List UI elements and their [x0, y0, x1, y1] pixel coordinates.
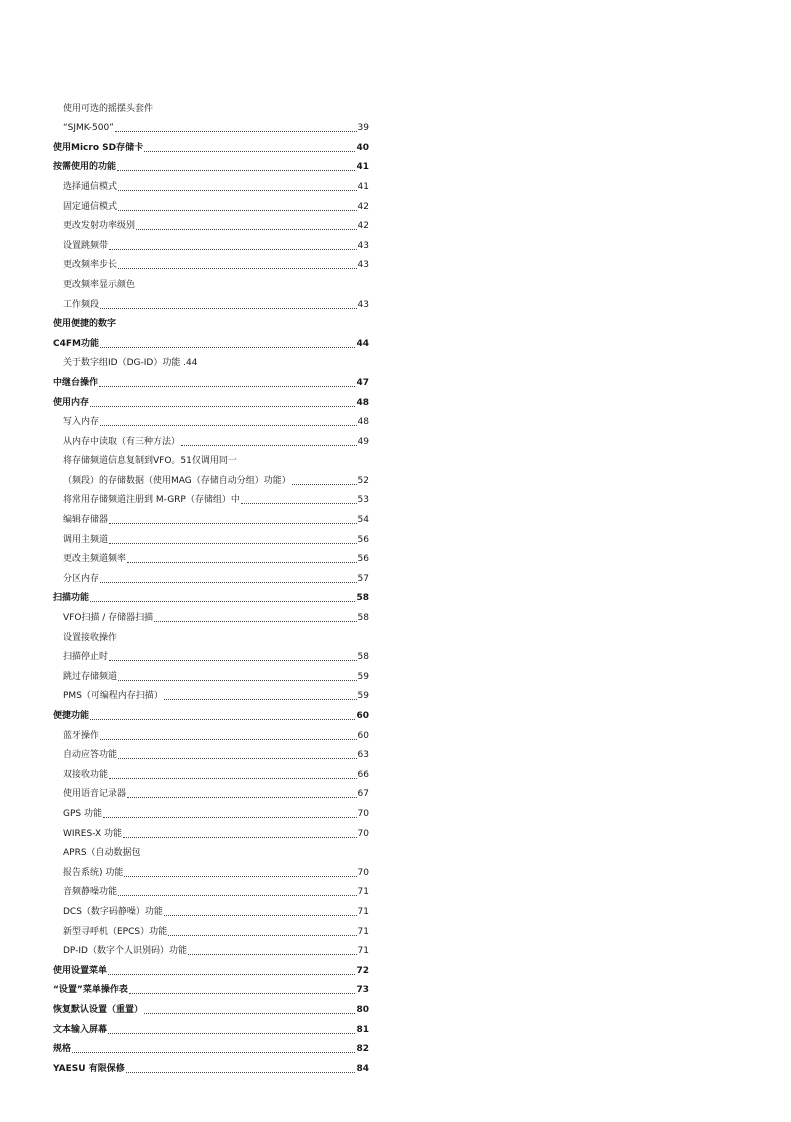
- toc-leader-dots: [100, 425, 357, 426]
- toc-page-number: 73: [356, 985, 369, 996]
- toc-subsection-entry[interactable]: [53, 644, 369, 664]
- toc-entry-title: 使用可选的摇摆头套件: [63, 103, 154, 114]
- toc-leader-dots: [129, 993, 356, 994]
- toc-section-entry[interactable]: [53, 1055, 369, 1075]
- toc-page-number: 53: [357, 495, 369, 506]
- toc-page-number: 57: [357, 573, 369, 584]
- toc-subsection-entry[interactable]: [53, 800, 369, 820]
- toc-leader-dots: [181, 445, 357, 446]
- toc-subsection-entry[interactable]: [53, 115, 369, 135]
- toc-entry-title: （频段）的存储数据（使用MAG（存储自动分组）功能）: [63, 475, 291, 486]
- toc-subsection-entry[interactable]: [53, 859, 369, 879]
- table-of-contents: [53, 95, 369, 1075]
- toc-subsection-entry[interactable]: [53, 252, 369, 272]
- toc-page-number: 42: [357, 221, 369, 232]
- toc-subsection-entry[interactable]: [53, 291, 369, 311]
- toc-entry-title: 更改频率步长: [63, 260, 118, 271]
- toc-subsection-entry[interactable]: [53, 938, 369, 958]
- toc-page-number: 56: [357, 554, 369, 565]
- toc-leader-dots: [154, 621, 356, 622]
- toc-subsection-entry[interactable]: [53, 448, 369, 468]
- toc-page-number: 63: [357, 750, 369, 761]
- toc-entry-title: “SJMK-500”: [63, 123, 114, 134]
- toc-leader-dots: [144, 151, 355, 152]
- toc-entry-title: 更改主频道频率: [63, 554, 127, 565]
- toc-page-number: 84: [356, 1063, 369, 1074]
- toc-leader-dots: [100, 582, 357, 583]
- toc-leader-dots: [123, 837, 357, 838]
- toc-entry-title: 恢复默认设置（重置）: [53, 1004, 144, 1015]
- toc-page-number: 41: [357, 181, 369, 192]
- toc-leader-dots: [292, 484, 357, 485]
- toc-page-number: 60: [356, 711, 369, 721]
- toc-leader-dots: [99, 386, 355, 387]
- toc-page-number: 44: [356, 338, 369, 349]
- toc-page-number: 58: [357, 613, 369, 624]
- toc-section-entry[interactable]: [53, 1036, 369, 1056]
- toc-page-number: 71: [357, 887, 369, 898]
- toc-page-number: 58: [356, 593, 369, 604]
- toc-leader-dots: [127, 562, 357, 563]
- toc-entry-title: 扫描停止时: [63, 652, 109, 663]
- toc-leader-dots: [100, 308, 357, 309]
- toc-page-number: 54: [357, 515, 369, 526]
- toc-entry-title: 选择通信模式: [63, 181, 118, 192]
- toc-entry-title: 便捷功能: [53, 711, 90, 721]
- toc-subsection-entry[interactable]: [53, 683, 369, 703]
- toc-entry-title: 分区内存: [63, 573, 100, 584]
- toc-leader-dots: [100, 739, 357, 740]
- toc-entry-title: APRS（自动数据包: [63, 848, 141, 859]
- toc-entry-title: C4FM功能: [53, 338, 99, 349]
- toc-leader-dots: [118, 268, 357, 269]
- toc-page-number: 58: [357, 652, 369, 663]
- toc-leader-dots: [108, 974, 355, 975]
- toc-entry-title: GPS 功能: [63, 808, 102, 819]
- toc-section-entry[interactable]: [53, 311, 369, 331]
- toc-subsection-entry[interactable]: [53, 350, 369, 370]
- toc-leader-dots: [168, 935, 356, 936]
- toc-page-number: 71: [357, 906, 369, 917]
- toc-leader-dots: [109, 249, 357, 250]
- toc-entry-title: 报告系统) 功能: [63, 867, 124, 878]
- toc-entry-title: 跳过存储频道: [63, 671, 118, 682]
- toc-subsection-entry[interactable]: [53, 409, 369, 429]
- toc-entry-title: 新型寻呼机（EPCS）功能: [63, 926, 168, 937]
- toc-entry-title: 编辑存储器: [63, 515, 109, 526]
- toc-leader-dots: [72, 1052, 355, 1053]
- toc-entry-title: 设置跳频带: [63, 240, 109, 251]
- toc-section-entry[interactable]: [53, 977, 369, 997]
- toc-entry-title: 设置接收操作: [63, 632, 118, 643]
- toc-subsection-entry[interactable]: [53, 604, 369, 624]
- toc-entry-title: VFO扫描 / 存储器扫描: [63, 613, 154, 624]
- toc-leader-dots: [188, 954, 357, 955]
- toc-subsection-entry[interactable]: [53, 918, 369, 938]
- toc-page-number: 70: [357, 828, 369, 839]
- toc-section-entry[interactable]: [53, 996, 369, 1016]
- toc-section-entry[interactable]: [53, 702, 369, 722]
- toc-entry-title: 从内存中读取（有三种方法）: [63, 436, 181, 447]
- toc-entry-title: 音频静噪功能: [63, 887, 118, 898]
- toc-entry-title: 自动应答功能: [63, 750, 118, 761]
- toc-entry-title: 更改频率显示颜色: [63, 279, 136, 290]
- toc-leader-dots: [90, 719, 355, 720]
- toc-subsection-entry[interactable]: [53, 193, 369, 213]
- toc-page-number: 48: [357, 417, 369, 428]
- toc-entry-title: 关于数字组ID（DG-ID）功能 .44: [63, 358, 198, 369]
- toc-section-entry[interactable]: [53, 585, 369, 605]
- toc-entry-title: YAESU 有限保修: [53, 1063, 125, 1074]
- toc-leader-dots: [90, 406, 355, 407]
- toc-page-number: 49: [357, 436, 369, 447]
- toc-page-number: 42: [357, 201, 369, 212]
- toc-page-number: 43: [357, 299, 369, 310]
- toc-subsection-entry[interactable]: [53, 624, 369, 644]
- toc-entry-title: WIRES-X 功能: [63, 828, 123, 839]
- toc-entry-title: 文本输入屏幕: [53, 1024, 108, 1035]
- toc-leader-dots: [164, 915, 357, 916]
- toc-leader-dots: [109, 523, 357, 524]
- toc-leader-dots: [109, 778, 357, 779]
- toc-page-number: 47: [356, 377, 369, 388]
- toc-entry-title: 将常用存储频道注册到 M-GRP（存储组）中: [63, 495, 240, 506]
- toc-page-number: 71: [357, 946, 369, 957]
- toc-leader-dots: [118, 190, 357, 191]
- toc-leader-dots: [90, 601, 355, 602]
- toc-leader-dots: [115, 131, 357, 132]
- toc-entry-title: 将存储频道信息复制到VFO。51仅调用同一: [63, 456, 237, 467]
- toc-page-number: 48: [356, 397, 369, 408]
- toc-entry-title: 双接收功能: [63, 769, 109, 780]
- toc-leader-dots: [127, 797, 357, 798]
- toc-subsection-entry[interactable]: [53, 781, 369, 801]
- toc-entry-title: 写入内存: [63, 417, 100, 428]
- toc-section-entry[interactable]: [53, 369, 369, 389]
- toc-page-number: 71: [357, 926, 369, 937]
- toc-leader-dots: [124, 876, 356, 877]
- toc-section-entry[interactable]: [53, 389, 369, 409]
- toc-page-number: 80: [356, 1004, 369, 1015]
- toc-page-number: 43: [357, 240, 369, 251]
- toc-page-number: 82: [356, 1044, 369, 1055]
- toc-page-number: 66: [357, 769, 369, 780]
- toc-entry-title: 规格: [53, 1044, 72, 1055]
- toc-subsection-entry[interactable]: [53, 213, 369, 233]
- toc-subsection-entry[interactable]: [53, 95, 369, 115]
- toc-page-number: 72: [356, 965, 369, 976]
- toc-subsection-entry[interactable]: [53, 428, 369, 448]
- toc-page-number: 41: [356, 162, 369, 173]
- toc-subsection-entry[interactable]: [53, 663, 369, 683]
- toc-leader-dots: [118, 680, 357, 681]
- toc-subsection-entry[interactable]: [53, 742, 369, 762]
- toc-entry-title: “设置”菜单操作表: [53, 985, 128, 996]
- toc-leader-dots: [136, 229, 357, 230]
- toc-leader-dots: [144, 1013, 355, 1014]
- toc-page-number: 81: [356, 1024, 369, 1035]
- toc-entry-title: 使用内存: [53, 397, 90, 408]
- toc-page-number: 70: [357, 867, 369, 878]
- toc-page-number: 59: [357, 691, 369, 702]
- toc-subsection-entry[interactable]: [53, 565, 369, 585]
- toc-leader-dots: [118, 758, 357, 759]
- toc-page-number: 39: [357, 123, 369, 134]
- toc-entry-title: 使用便捷的数字: [53, 319, 117, 330]
- toc-subsection-entry[interactable]: [53, 526, 369, 546]
- toc-subsection-entry[interactable]: [53, 173, 369, 193]
- toc-section-entry[interactable]: [53, 1016, 369, 1036]
- toc-page-number: 43: [357, 260, 369, 271]
- toc-entry-title: 按需使用的功能: [53, 162, 117, 173]
- toc-subsection-entry[interactable]: [53, 467, 369, 487]
- toc-entry-title: 蓝牙操作: [63, 730, 100, 741]
- toc-entry-title: 更改发射功率级别: [63, 221, 136, 232]
- toc-subsection-entry[interactable]: [53, 898, 369, 918]
- toc-leader-dots: [126, 1072, 356, 1073]
- toc-leader-dots: [118, 210, 357, 211]
- toc-subsection-entry[interactable]: [53, 722, 369, 742]
- toc-section-entry[interactable]: [53, 957, 369, 977]
- toc-entry-title: 使用Micro SD存储卡: [53, 142, 144, 153]
- toc-leader-dots: [109, 543, 357, 544]
- toc-entry-title: 调用主频道: [63, 534, 109, 545]
- toc-page-number: 59: [357, 671, 369, 682]
- toc-leader-dots: [100, 347, 355, 348]
- toc-section-entry[interactable]: [53, 134, 369, 154]
- toc-page-number: 40: [356, 142, 369, 153]
- toc-section-entry[interactable]: [53, 330, 369, 350]
- toc-subsection-entry[interactable]: [53, 761, 369, 781]
- toc-entry-title: 使用语音记录器: [63, 789, 127, 800]
- toc-entry-title: 中继台操作: [53, 377, 99, 388]
- toc-entry-title: 固定通信模式: [63, 201, 118, 212]
- toc-leader-dots: [108, 1033, 355, 1034]
- toc-subsection-entry[interactable]: [53, 879, 369, 899]
- toc-leader-dots: [117, 170, 355, 171]
- toc-subsection-entry[interactable]: [53, 487, 369, 507]
- toc-leader-dots: [109, 660, 357, 661]
- toc-page-number: 56: [357, 534, 369, 545]
- toc-leader-dots: [118, 895, 357, 896]
- toc-leader-dots: [164, 699, 357, 700]
- toc-page-number: 60: [357, 730, 369, 741]
- toc-leader-dots: [241, 503, 357, 504]
- toc-entry-title: DP-ID（数字个人识别码）功能: [63, 946, 187, 957]
- toc-entry-title: 扫描功能: [53, 593, 90, 604]
- toc-leader-dots: [103, 817, 357, 818]
- toc-entry-title: 工作频段: [63, 299, 100, 310]
- toc-subsection-entry[interactable]: [53, 506, 369, 526]
- toc-subsection-entry[interactable]: [53, 271, 369, 291]
- toc-subsection-entry[interactable]: [53, 820, 369, 840]
- toc-entry-title: DCS（数字码静噪）功能: [63, 906, 163, 917]
- toc-entry-title: 使用设置菜单: [53, 965, 108, 976]
- toc-page-number: 70: [357, 808, 369, 819]
- toc-subsection-entry[interactable]: [53, 840, 369, 860]
- toc-page-number: 52: [357, 475, 369, 486]
- toc-subsection-entry[interactable]: [53, 546, 369, 566]
- toc-section-entry[interactable]: [53, 154, 369, 174]
- toc-subsection-entry[interactable]: [53, 232, 369, 252]
- toc-entry-title: PMS（可编程内存扫描）: [63, 691, 163, 702]
- toc-page-number: 67: [357, 789, 369, 800]
